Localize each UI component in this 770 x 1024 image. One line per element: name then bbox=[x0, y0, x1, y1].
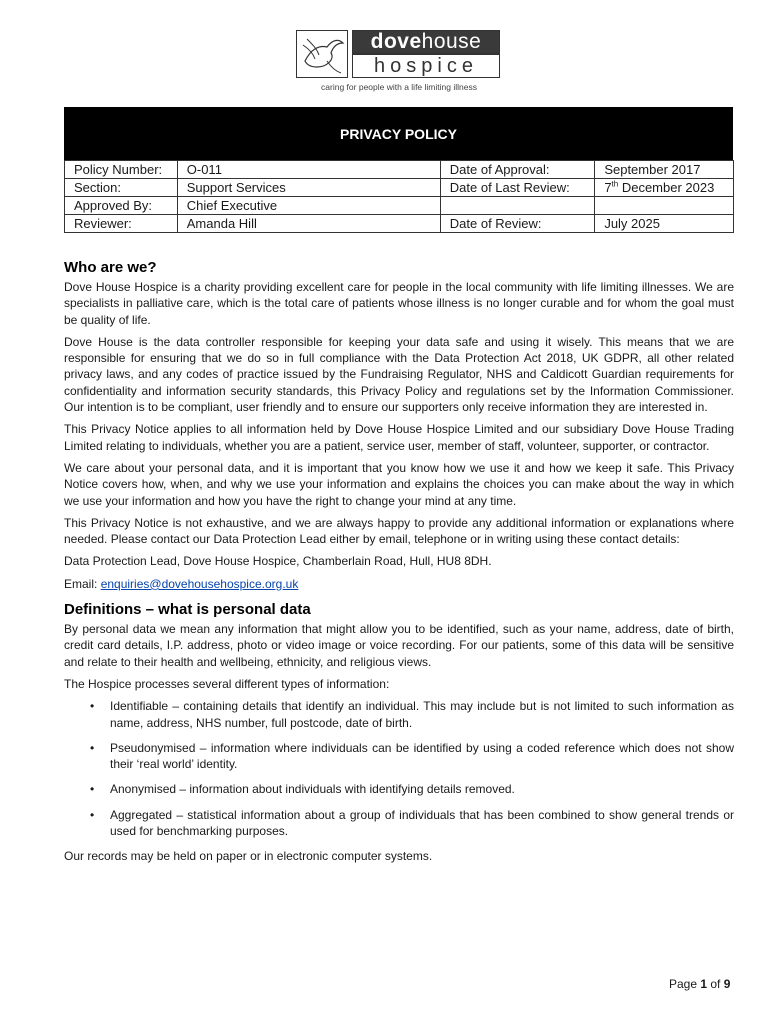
date-of-approval-label: Date of Approval: bbox=[440, 161, 595, 179]
date-of-review-label: Date of Review: bbox=[440, 215, 595, 233]
date-of-last-review-label: Date of Last Review: bbox=[440, 179, 595, 197]
empty-cell bbox=[440, 197, 595, 215]
document-body bbox=[64, 258, 734, 871]
list-item: • Identifiable – containing details that identify an individual. This may include but is not limited to such information as name, address, NHS number, full postcode, date of birth. bbox=[110, 698, 734, 731]
reviewer-value: Amanda Hill bbox=[177, 215, 440, 233]
document-title: PRIVACY POLICY bbox=[64, 107, 733, 160]
table-row bbox=[65, 215, 734, 233]
definitions-heading: Definitions – what is personal data bbox=[64, 601, 311, 619]
page-number: Page 1 of 9 bbox=[669, 977, 731, 991]
paragraph: The Hospice processes several different types of information: bbox=[64, 676, 390, 691]
list-item: • Aggregated – statistical information about a group of individuals that has been combined to show general trends or used for benchmarking purposes. bbox=[110, 807, 734, 840]
information-types-list bbox=[64, 698, 734, 839]
paragraph: Our records may be held on paper or in electronic computer systems. bbox=[64, 849, 433, 864]
date-of-last-review-value: 7th December 2023 bbox=[595, 179, 734, 197]
email-link[interactable]: enquiries@dovehousehospice.org.uk bbox=[100, 576, 299, 591]
empty-cell bbox=[595, 197, 734, 215]
contact-address: Data Protection Lead, Dove House Hospice, Chamberlain Road, Hull, HU8 8DH. bbox=[64, 554, 492, 569]
brand-name-line1: dovehouse bbox=[352, 30, 500, 54]
paragraph: This Privacy Notice is not exhaustive, and we are always happy to provide any additional information or explanations where needed. Please contact our Data Protection Lead either by email, telephone or in writing using these contact details: bbox=[64, 515, 734, 547]
table-row bbox=[65, 161, 734, 179]
paragraph: We care about your personal data, and it is important that you know how we use it and how we keep it safe. This Privacy Notice covers how, when, and why we use your information and explains the choices you can make about the way in which we use your information and how you have the right to change your mind at any time. bbox=[64, 460, 734, 508]
table-row bbox=[65, 179, 734, 197]
date-of-review-value: July 2025 bbox=[595, 215, 734, 233]
approved-by-label: Approved By: bbox=[65, 197, 178, 215]
policy-number-value: O-011 bbox=[177, 161, 440, 179]
list-item: • Anonymised – information about individuals with identifying details removed. bbox=[110, 781, 734, 797]
who-are-we-heading: Who are we? bbox=[64, 259, 157, 276]
dove-icon bbox=[296, 30, 348, 78]
dove-house-logo bbox=[296, 30, 502, 94]
brand-name-line2: hospice bbox=[352, 54, 500, 78]
paragraph: Dove House Hospice is a charity providing excellent care for people in the local community with life limiting illnesses. We are specialists in palliative care, which is the total care of patients whose illness is no longer curable and for whom the goal must be quality of life. bbox=[64, 280, 734, 327]
policy-number-label: Policy Number: bbox=[65, 161, 178, 179]
logo-tagline: caring for people with a life limiting illness bbox=[321, 82, 477, 92]
policy-meta-table bbox=[64, 160, 734, 233]
approved-by-value: Chief Executive bbox=[177, 197, 440, 215]
list-item: • Pseudonymised – information where individuals can be identified by using a coded reference which does not show their ‘real world’ identity. bbox=[110, 740, 734, 773]
paragraph: This Privacy Notice applies to all information held by Dove House Hospice Limited and our subsidiary Dove House Trading Limited relating to individuals, whether you are a patient, service user, member of staff, volunteer, supporter, or contractor. bbox=[64, 422, 734, 453]
table-row bbox=[65, 197, 734, 215]
paragraph: By personal data we mean any information that might allow you to be identified, such as your name, address, date of birth, credit card details, I.P. address, photo or video image or voice recording. For our patients, some of this data will be sensitive and relate to their health and wellbeing, ethnicity, and religious views. bbox=[64, 622, 734, 669]
section-label: Section: bbox=[65, 179, 178, 197]
paragraph: Dove House is the data controller responsible for keeping your data safe and using it wisely. This means that we are responsible for ensuring that we do so in full compliance with the Data Protection Act 2018, UK GDPR, all other related privacy laws, and any codes of practice issued by the Fundraising Regulator, NHS and Caldicott Guardian requirements for confidentiality and information security standards, this Privacy Policy and regulations set by the Information Commissioner. Our intention is to be compliant, user friendly and to ensure our supporters only receive information they are interested in. bbox=[64, 334, 734, 415]
section-value: Support Services bbox=[177, 179, 440, 197]
contact-email: Email: enquiries@dovehousehospice.org.uk bbox=[64, 576, 299, 591]
reviewer-label: Reviewer: bbox=[65, 215, 178, 233]
date-of-approval-value: September 2017 bbox=[595, 161, 734, 179]
